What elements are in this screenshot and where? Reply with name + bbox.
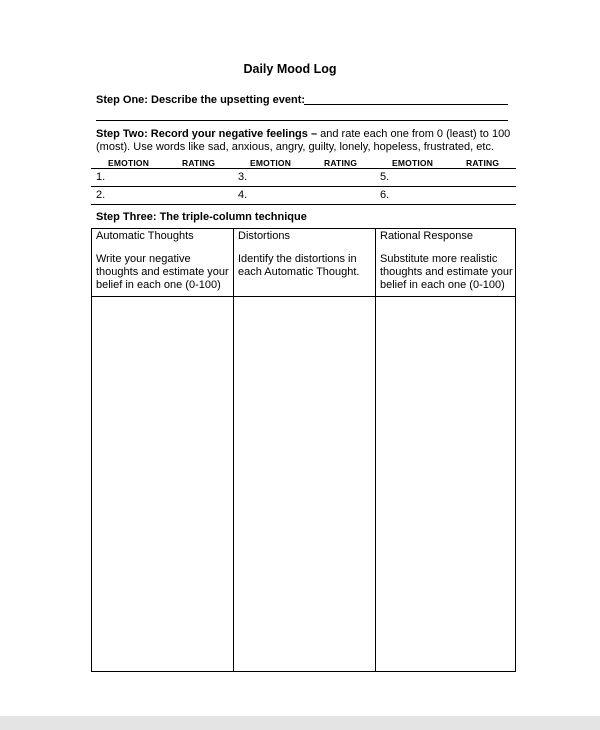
step-two-text-line1: and rate each one from 0 (least) to 100 — [317, 128, 511, 140]
feeling-slot-3[interactable]: 3. — [238, 171, 248, 183]
step-two-text-line2: (most). Use words like sad, anxious, angry, guilty, lonely, hopeless, frustrated, etc. — [96, 141, 495, 153]
feeling-slot-4[interactable]: 4. — [238, 189, 248, 201]
distortions-entry-area[interactable] — [234, 297, 375, 671]
rating-header-1: RATING — [182, 158, 216, 168]
feelings-rule-top — [91, 168, 516, 169]
rating-header-3: RATING — [466, 158, 500, 168]
page-bottom-edge — [0, 716, 600, 730]
column-desc-distortions: Identify the distortions in each Automatic Thought. — [238, 253, 360, 278]
feelings-rule-bottom — [91, 204, 516, 205]
event-answer-line[interactable] — [304, 104, 508, 105]
feeling-slot-2[interactable]: 2. — [96, 189, 106, 201]
emotion-header-1: EMOTION — [108, 158, 150, 168]
feelings-rule-mid — [91, 186, 516, 187]
automatic-thoughts-entry-area[interactable] — [92, 297, 233, 671]
rational-response-entry-area[interactable] — [376, 297, 515, 671]
step-two-instructions — [96, 128, 516, 154]
column-desc-automatic-thoughts: Write your negative thoughts and estimate your belief in each one (0-100) — [96, 253, 229, 291]
column-desc-rational-response: Substitute more realistic thoughts and estimate your belief in each one (0-100) — [380, 253, 513, 291]
column-heading-distortions: Distortions — [238, 230, 290, 242]
event-answer-line-2[interactable] — [96, 120, 508, 121]
emotion-header-2: EMOTION — [250, 158, 292, 168]
emotion-header-3: EMOTION — [392, 158, 434, 168]
feeling-slot-6[interactable]: 6. — [380, 189, 390, 201]
rating-header-2: RATING — [324, 158, 358, 168]
column-heading-automatic-thoughts: Automatic Thoughts — [96, 230, 194, 242]
step-two-label: Step Two: Record your negative feelings – — [96, 128, 318, 140]
page-title: Daily Mood Log — [243, 62, 337, 76]
step-one-label: Step One: Describe the upsetting event: — [96, 94, 306, 106]
column-heading-rational-response: Rational Response — [380, 230, 473, 242]
step-three-label: Step Three: The triple-column technique — [96, 211, 307, 223]
feeling-slot-1[interactable]: 1. — [96, 171, 106, 183]
feeling-slot-5[interactable]: 5. — [380, 171, 390, 183]
